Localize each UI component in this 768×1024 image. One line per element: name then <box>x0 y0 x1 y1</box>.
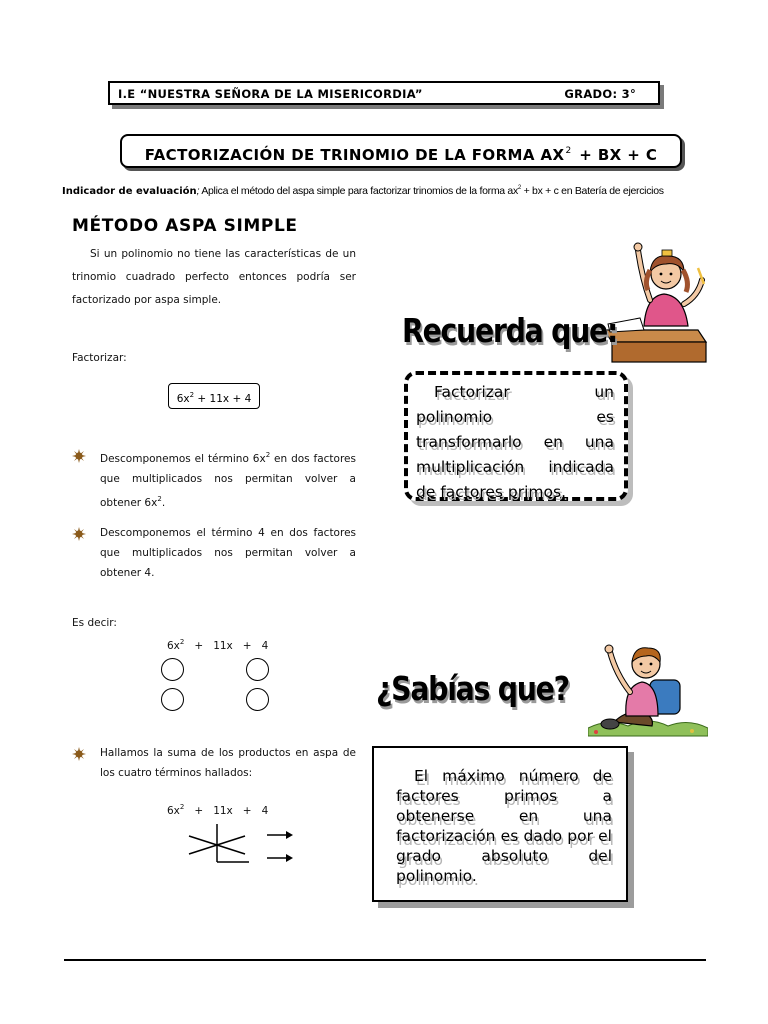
evaluation-indicator <box>62 185 702 197</box>
bullet-item <box>72 527 356 587</box>
equation-line <box>167 803 268 817</box>
factorizar-label: Factorizar: <box>72 352 127 364</box>
bullet-item <box>72 747 356 787</box>
boy-sitting-illustration <box>588 632 708 740</box>
eq-term: 6x <box>167 640 180 652</box>
expression-box <box>168 383 260 409</box>
indicator-text-before: Aplica el método del aspa simple para factorizar trinomios de la forma ax <box>199 185 518 197</box>
eq-exponent: 2 <box>179 638 185 646</box>
sabias-text: El máximo número de factores primos a obtenerse en una factorización es dado por el grado absoluto del polinomio. <box>396 767 612 885</box>
section-title: MÉTODO ASPA SIMPLE <box>72 216 298 236</box>
sun-bullet-icon <box>72 449 86 463</box>
bullet-text: Hallamos la suma de los productos en aspa de los cuatro términos hallados: <box>100 747 356 779</box>
title-rest: + BX + C <box>573 146 658 164</box>
es-decir-label: Es decir: <box>72 617 117 629</box>
bullet-exponent: 2 <box>265 451 271 459</box>
eq-operator: + <box>242 640 252 652</box>
eq-term: 4 <box>261 640 269 652</box>
bullet-text <box>100 445 356 513</box>
factor-circle <box>161 658 184 681</box>
indicator-text-after: + bx + c en Batería de ejercicios <box>520 185 664 197</box>
bullet-exponent: 2 <box>157 495 162 503</box>
recuerda-text: Factorizar un polinomio es transformarlo en una multiplicación indicada de factores primos. <box>416 383 614 501</box>
eq-term: 6x <box>167 805 180 817</box>
sun-bullet-icon <box>72 747 86 761</box>
footer-divider <box>64 959 706 961</box>
intro-paragraph: Si un polinomio no tiene las características de un trinomio cuadrado perfecto entonces podría ser factorizado por aspa simple. <box>72 248 356 306</box>
sabias-heading: ¿Sabías que? <box>376 669 569 708</box>
title-main: FACTORIZACIÓN DE TRINOMIO DE LA FORMA AX <box>144 146 565 164</box>
title-exponent: 2 <box>565 146 572 156</box>
eq-term: 4 <box>261 805 269 817</box>
indicator-label: Indicador de evaluación <box>62 186 197 197</box>
indicator-label-suffix: ; <box>196 185 200 197</box>
indicator-exponent: 2 <box>517 185 521 191</box>
expr-exponent: 2 <box>189 391 195 399</box>
arrow-head <box>286 854 293 862</box>
expr-rest: + 11x + 4 <box>194 393 252 405</box>
arrow-head <box>286 831 293 839</box>
bullet-text-part: en dos factores que multiplicados nos permitan volver a obtener 6x <box>100 453 356 509</box>
aspa-cross-diagram <box>185 824 297 872</box>
eq-operator: + <box>242 805 252 817</box>
page-title <box>120 134 682 168</box>
bullet-text-part: Descomponemos el término 6x <box>100 453 266 465</box>
header-bar <box>108 81 660 105</box>
sun-bullet-icon <box>72 527 86 541</box>
grade-label: GRADO: 3° <box>564 87 636 101</box>
factor-circle <box>246 658 269 681</box>
expr-term-a: 6x <box>176 393 190 405</box>
bullet-item <box>72 449 356 511</box>
recuerda-heading: Recuerda que: <box>402 311 618 350</box>
school-name: I.E “NUESTRA SEÑORA DE LA MISERICORDIA” <box>118 87 423 101</box>
bullet-text: Descomponemos el término 4 en dos factores que multiplicados nos permitan volver a obtener 4. <box>100 527 356 579</box>
eq-operator: + <box>194 805 204 817</box>
eq-term: 11x <box>213 805 233 817</box>
eq-term: 11x <box>213 640 233 652</box>
equation-line <box>167 638 268 652</box>
bullet-text-part: . <box>161 497 166 509</box>
eq-exponent: 2 <box>179 803 185 811</box>
factor-circle <box>246 688 269 711</box>
factor-circle <box>161 688 184 711</box>
eq-operator: + <box>194 640 204 652</box>
